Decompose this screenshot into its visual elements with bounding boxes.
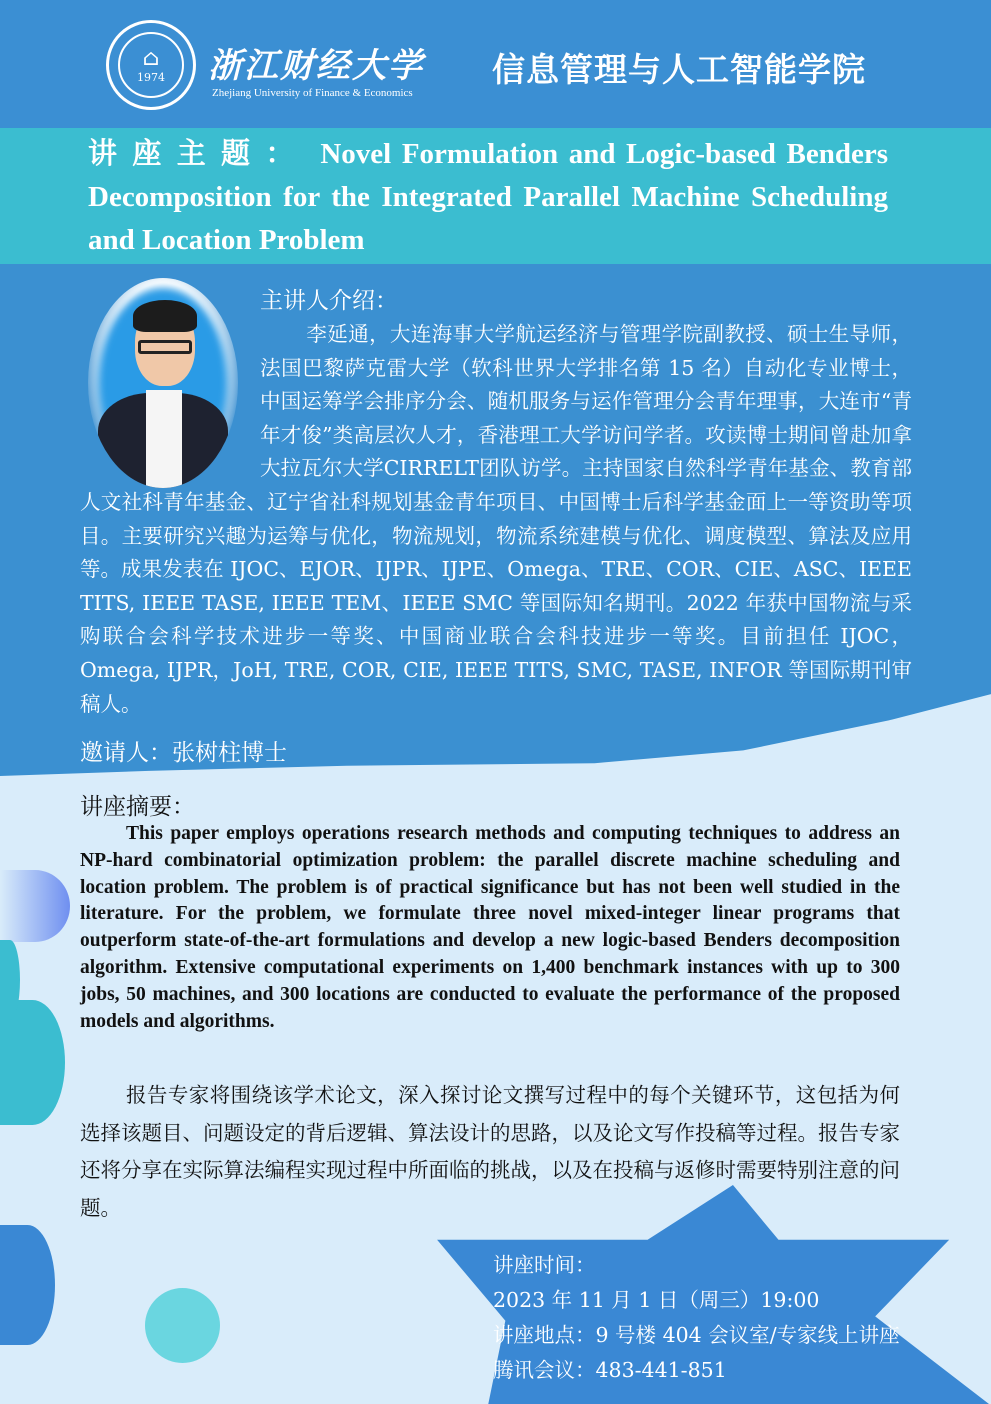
- title-label: 讲座主题：: [88, 138, 310, 170]
- speaker-heading: 主讲人介绍：: [260, 288, 398, 314]
- university-name-cn: 浙江财经大学: [208, 46, 424, 86]
- report-description: 报告专家将围绕该学术论文，深入探讨论文撰写过程中的每个关键环节，这包括为何选择该题目、问题设定的背后逻辑、算法设计的思路，以及论文写作投稿等过程。报告专家还将分享在实际算法编程实现过程中所面临的挑战，以及在投稿与返修时需要特别注意的问题。: [80, 1083, 900, 1221]
- decorative-circle: [0, 940, 20, 1020]
- school-name: 信息管理与人工智能学院: [492, 50, 866, 89]
- abstract-text: This paper employs operations research methods and computing techniques to address an NP-hard combinatorial optimization problem: the parallel discrete machine scheduling and location problem. The problem is of practical significance but has not been well studied in the literature. For the problem, we formulate three novel mixed-integer linear programs that outperform state-of-the-art formulations and develop a new logic-based Benders decomposition algorithm. Extensive computational experiments on 1,400 benchmark instances with up to 300 jobs, 50 machines, and 300 locations are conducted to evaluate the performance of the proposed models and algorithms.: [80, 823, 900, 1032]
- time-label: 讲座时间：: [493, 1253, 596, 1277]
- meeting-id: 腾讯会议：483-441-851: [493, 1358, 727, 1382]
- time: 2023 年 11 月 1 日（周三）19:00: [493, 1288, 820, 1312]
- place: 讲座地点：9 号楼 404 会议室/专家线上讲座: [493, 1323, 900, 1347]
- university-name-en: Zhejiang University of Finance & Economics: [212, 87, 413, 99]
- header: [0, 0, 991, 128]
- seal-year: 1974: [137, 71, 165, 84]
- title-text: Novel Formulation and Logic-based Benders Decomposition for the Integrated Parallel Machine Scheduling and Location Problem: [88, 138, 888, 256]
- speaker-intro: [80, 284, 912, 721]
- decorative-circle: [0, 870, 70, 942]
- inviter: 邀请人：张树柱博士: [80, 740, 287, 766]
- decorative-shape: [0, 1225, 55, 1345]
- university-seal-logo: ⌂ 1974: [106, 20, 196, 110]
- speaker-bio: 李延通，大连海事大学航运经济与管理学院副教授、硕士生导师，法国巴黎萨克雷大学（软科世界大学排名第 15 名）自动化专业博士，中国运筹学会排序分会、随机服务与运作管理分会青年理事，大连市“青年才俊”类高层次人才，香港理工大学访问学者。攻读博士期间曾赴加拿大拉瓦尔大学CIRRELT团队访学。主持国家自然科学青年基金、教育部人文社科青年基金、辽宁省社科规划基金青年项目、中国博士后科学基金面上一等资助等项目。主要研究兴趣为运筹与优化，物流规划，物流系统建模与优化、调度模型、算法及应用等。成果发表在 IJOC、EJOR、IJPR、IJPE、Omega、TRE、COR、CIE、ASC、IEEE TITS, IEEE TASE, IEEE TEM、IEEE SMC 等国际知名期刊。2022 年获中国物流与采购联合会科学技术进步一等奖、中国商业联合会科技进步一等奖。目前担任 IJOC，Omega, IJPR，JoH, TRE, COR, CIE, IEEE TITS, SMC, TASE, INFOR 等国际期刊审稿人。: [80, 322, 912, 716]
- lecture-title: [88, 133, 888, 262]
- lecture-info: [493, 1248, 973, 1388]
- abstract-heading: 讲座摘要：: [80, 794, 195, 820]
- decorative-circle: [145, 1288, 220, 1363]
